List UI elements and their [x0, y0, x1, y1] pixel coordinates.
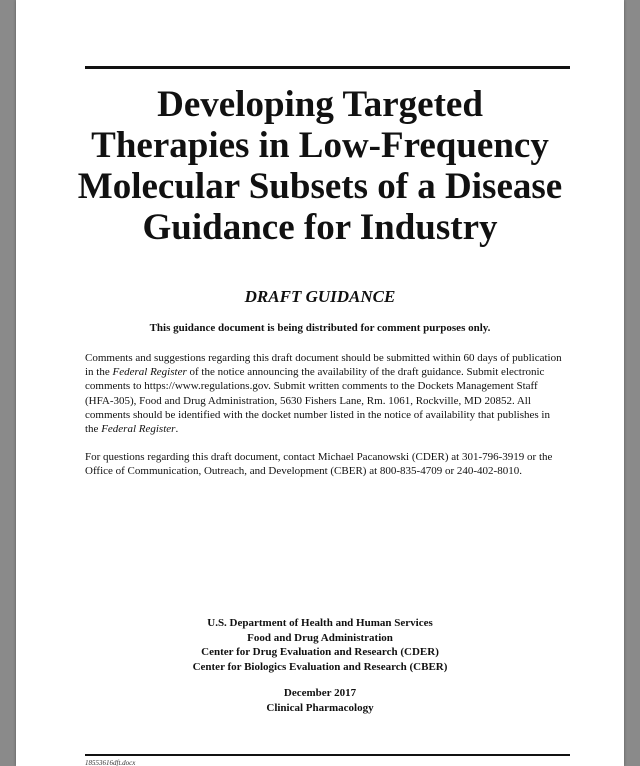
bottom-rule — [85, 754, 570, 756]
date-block — [56, 686, 584, 715]
document-title — [56, 84, 584, 248]
document-date: December 2017 — [283, 687, 357, 699]
comments-text-2: of the notice announcing the availability of the draft guidance. Submit electronic comments to https://www.regulations.gov. Submit written comments to the Dockets Management Staff (HFA-305), Food and Drug Administration, 5630 Fishers Lane, Rm. 1061, Rockville, MD 20852. All comments should be identified with the docket number listed in the notice of availability that publishes in the — [85, 366, 550, 436]
title-line-1: Developing Targeted — [157, 84, 483, 125]
title-line-4: Guidance for Industry — [142, 207, 498, 248]
federal-register-emphasis-2: Federal Register — [101, 423, 176, 436]
comments-text-1: Comments and suggestions regarding this draft document should be submitted within 60 days of publication in the — [85, 352, 562, 379]
agency-line-cber: Center for Biologics Evaluation and Research (CBER) — [192, 660, 448, 673]
document-page — [16, 0, 624, 766]
comments-paragraph — [85, 351, 565, 436]
contact-paragraph: For questions regarding this draft document, contact Michael Pacanowski (CDER) at 301-796-3919 or the Office of Communication, Outreach, and Development (CBER) at 800-835-4709 or 240-402-8010. — [85, 451, 553, 478]
federal-register-emphasis-1: Federal Register — [112, 366, 187, 379]
title-line-2: Therapies in Low-Frequency — [91, 125, 549, 166]
title-line-3: Molecular Subsets of a Disease — [77, 166, 563, 207]
footer-filename: 18553616dft.docx — [85, 759, 136, 766]
agency-line-hhs: U.S. Department of Health and Human Services — [207, 617, 433, 629]
comments-text-3: . — [175, 423, 179, 436]
document-category: Clinical Pharmacology — [266, 701, 374, 714]
agency-line-fda: Food and Drug Administration — [247, 631, 393, 644]
comment-notice: This guidance document is being distributed for comment purposes only. — [149, 322, 491, 334]
agency-block — [56, 616, 584, 674]
draft-heading: DRAFT GUIDANCE — [244, 287, 396, 306]
top-rule — [85, 66, 570, 69]
agency-line-cder: Center for Drug Evaluation and Research (CDER) — [201, 646, 439, 658]
